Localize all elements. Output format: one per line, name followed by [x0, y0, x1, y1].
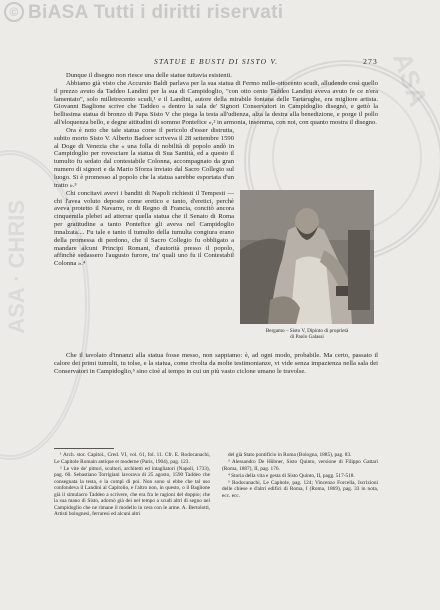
- watermark-text: BiASA Tutti i diritti riservati: [28, 2, 284, 23]
- main-text-bottom: [54, 352, 378, 376]
- footnote: del già Stato pontificio in Roma (Bologna, 1885), pag. 83.: [228, 452, 352, 458]
- copyright-watermark: [4, 2, 283, 24]
- footnote: ¹ Arch. stor. Capitol., Cred. VI, vol. 61, fol. 11. Cfr. E. Rodocanachi, Le Capitole Romain antique et moderne (Paris, 1904), pag. 123.: [54, 452, 210, 465]
- figure: [240, 190, 374, 340]
- footnotes-right-column: [222, 452, 378, 500]
- library-stamp-text: ASA: [387, 48, 434, 111]
- paragraph: Ora è noto che tale statua corse il pericolo d'esser distrutta, subito morto Sisto V. Alberto Badoer scriveva il 28 settembre 1590 al Doge di Venezia che « una folla di nobilità di popolo andò in Campidoglio per rovesciare la statua di Sua Santità, ed a questo il tumulto fu sedato dal contestabile Colonna, accompagnato da gran numero di signori e da Mario Sforza inviato dal Sacro Collegio sul luogo. Si è promesso al popolo che la statua sarebbe esportata d'un tratto ».³: [54, 126, 234, 189]
- portrait-illustration: [240, 190, 374, 324]
- portrait-painting-image: [240, 190, 374, 324]
- library-stamp-left-text: ASA · CHRIS: [4, 200, 29, 334]
- paragraph: Che il tavolato d'innanzi alla statua fosse messo, non sappiamo: è, ad ogni modo, probabile. Ma certo, passato il calore dei primi tumulti, tu tolse, e la statua, come rivolta da molte testimonianze, vi vide senza impazienza nella sala dei Conservatori in Campidoglio,⁵ sino cioè al tempo in cui un più vasto ciclone umano le travolse.: [54, 352, 378, 375]
- paragraph: Dunque il disegno non riesce una delle statue tuttavia esistenti.: [66, 72, 232, 79]
- figure-caption: [240, 328, 374, 340]
- footnotes-left-column: [54, 452, 210, 518]
- footnote: ⁵ Rodocanachi, Le Capitole, pag. 124; Vincenzo Forcella, Iscrizioni delle chiese e d'altri edifici di Roma, I (Roma, 1869), pag. 33 in nota, ecc. ecc.: [222, 479, 378, 499]
- copyright-icon: ©: [4, 2, 24, 22]
- footnote: ⁴ Storia della vita e gesta di Sisto Quinto, II, pagg. 517-518.: [228, 472, 355, 479]
- text-column-beside-figure: [54, 127, 234, 268]
- caption-line: Bergamo – Sisto V, Dipinto di proprietà: [265, 328, 349, 334]
- page-number: 273: [363, 57, 378, 66]
- running-title: STATUE E BUSTI DI SISTO V.: [154, 57, 279, 66]
- footnote-rule: [54, 448, 114, 449]
- caption-line: di Paolo Galassi: [290, 334, 324, 340]
- paragraph: Chi concitavi avevi i banditi di Napoli richiesti il Tempesti — chi l'avea voluto deposto come eretico e tanto, d'eretici, perchè aveva protetto il Navarre, re di Regno di Francia, concitò ancora cinquemila plebei ad atterrar quella statua che il Senato di Roma per gratitudine a tanto Pontefice gli aveva nel Campidoglio innalzata.... Fu tale e tanto il tumulto della tumulta congiura erano della promessa di perdono, che il Sacro Collegio fu obbligato a mandare alcuni Principi Romani, d'autorità presso il popolo, affinchè sedassero l'augusto furore, tra' quali uno fu il Contestabil Colonna ».⁴: [54, 189, 234, 268]
- footnote: ² Le vite de' pittori, scultori, architetti ed intagliatori (Napoli, 1733), pag. 60. Sebastiano Torrigiani lavorava di 25 agosto, 1590 Taddeo che consegnata la testa, e la compì di poi. Non sono si ebbe che tal uso confondeva il Landini al Capitolio, e l'altro non, in questo, o il Baglione già il simulacro Taddeo a scrivere, che era fra le ragioni del doppio; che la sua mano di Sisto, adornò già dei nel tempo a scudi altri di segno nel Campidoglio che ne rimane il modello in cera con le arme. A. Bertolotti, Artisti bolognesi, ferraresi ed alcuni altri: [54, 465, 210, 518]
- paragraph: Abbiamo già visto che Accursio Baldi parlava per la sua statua di Fermo mille-ottocento scudi, alludendo così quello il prezzo avuto da Taddeo Landini per la sua di Campidoglio, "con otto cento Taddeo Landini aveva avuto fe ce n'era lamentato", solo milletrecento scudi,¹ e il Landini, autore della mirabile fontana delle Tartarughe, era migliore artista. Giovanni Baglione scrive che Taddeo « dentro la sala de' Signori Conservatori in Campidoglio disegnò, e gettò la bellissima statua di bronzo di Papa Sisto V che piega la testa all'udienza, alza la destra alla benedizione, e porge il pollo all'eloquenza bello, e degne attitudini di sommo Pontefice »,² in armonia, insomma, con noi, con quanto mostra il disegno.: [54, 79, 378, 127]
- footnote: ³ Alessandro De Hübner, Sisto Quinto, versione di Filippo Gattari (Roma, 1887), II, pag. 176.: [222, 459, 378, 472]
